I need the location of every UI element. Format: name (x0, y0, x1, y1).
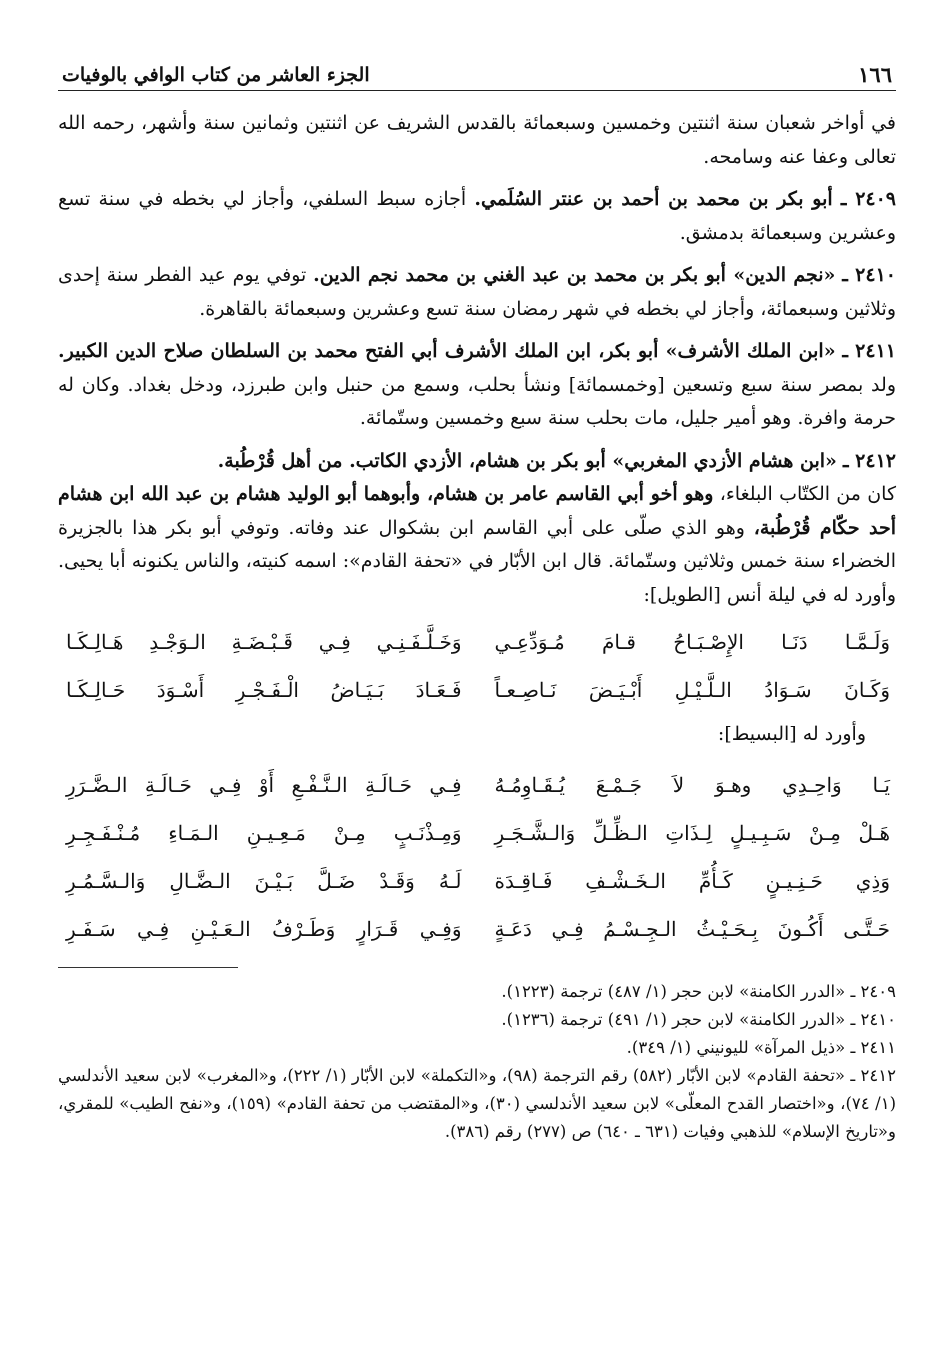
running-header (58, 56, 896, 91)
verse-first-hemistich: وَلَـمَّـا دَنَـا الإِصْـبَـاحُ قـامَ مُـوَدِّعِـي (494, 630, 890, 654)
entry-text: توفي يوم عيد الفطر سنة إحدى وثلاثين وسبعمائة، وأجاز لي بخطه في شهر رمضان سنة تسع وعشرين وسبعمائة بالقاهرة. (58, 264, 896, 320)
entry-2411 (58, 335, 896, 436)
poem-intro: وأورد له [البسيط]: (717, 723, 866, 745)
verse-first-hemistich: يَـا وَاحِـدِي وهـوَ لاَ جَـمْـعَ يُـقَـاوِمُـهُ (494, 772, 890, 797)
entry-name: أبو بكر بن محمد بن أحمد بن عنتر السُلَمي. (474, 188, 833, 210)
entry-number: ٢٤٠٩ ـ (840, 188, 897, 210)
main-text (58, 107, 896, 953)
footnote: ٢٤١٢ ـ «تحفة القادم» لابن الأبّار (٥٨٢) رقم الترجمة (٩٨)، و«التكملة» لابن الأبّار (١/ ٢٢٢)، و«المغرب» لابن سعيد الأندلسي (١/ ٧٤)، و«اختصار القدح المعلّى» لابن سعيد الأندلسي (٣٠)، و«المقتضب من تحفة القادم» (١٥٩)، و«نفح الطيب» للمقري، و«تاريخ الإسلام» للذهبي وفيات (٦٣١ ـ ٦٤٠) ص (٢٧٧) رقم (٣٨٦). (58, 1065, 896, 1141)
entry-text: ولد بمصر سنة سبع وتسعين [وخمسمائة] ونشأ بحلب، وسمع من حنبل وابن طبرزد، ودخل بغداد. وكان له حرمة وافرة. وهو أمير جليل، مات بحلب سنة سبع وخمسين وستّمائة. (58, 373, 896, 429)
verse-second-hemistich: وَفِـي قَـرَارٍ وَطَـرْفُ الـعَـيْـنِ فِـي سَـفَـرِ (66, 916, 462, 941)
poem-verse (58, 618, 896, 666)
entry-2409 (58, 183, 896, 250)
entry-number: ٢٤١٢ ـ (842, 449, 896, 472)
verse-first-hemistich: هَـلْ مِـنْ سَـبِـيـلٍ لِـذَاتِ الـظِّـلِّ وَالـشَّـجَـرِ (494, 820, 890, 845)
page-number: ١٦٦ (858, 62, 892, 87)
verse-second-hemistich: فَـعَـادَ بَـيَـاضُ الْـفَـجْـرِ أَسْـوَدَ حَـالِـكَـا (66, 678, 462, 702)
verse-second-hemistich: لَـهُ وَقَـدْ ضَـلَّ بَـيْـنَ الـضَّـالِ وَالـسَّـمُـرِ (66, 868, 462, 893)
book-page (58, 56, 896, 1346)
poem-verse (58, 857, 896, 905)
verse-first-hemistich: حَـتَّـى أَكُـونَ بِـحَـيْـثُ الـجِـسْـمُ فِـي دَعَـةٍ (494, 916, 890, 941)
entry-name: «نجم الدين» أبو بكر بن محمد بن عبد الغني بن محمد نجم الدين. (313, 264, 836, 286)
entry-text: وهو الذي صلّى على أبي القاسم ابن بشكوال عند وفاته. وتوفي أبو بكر هذا بالجزيرة الخضراء سنة خمس وثلاثين وستّمائة. قال ابن الأبّار في «تحفة القادم»: اسمه كنيته، والناس يكنونه أبا يحيى. وأورد له في ليلة أنس [الطويل]: (58, 516, 896, 606)
verse-second-hemistich: وَمِـذْنَـبٍ مِـنْ مَـعِـيـنِ الـمَـاءِ مُـنْـفَـجِـرِ (66, 820, 462, 845)
entry-number: ٢٤١١ ـ (842, 340, 896, 362)
entry-bold-text: وهو أخو أبي القاسم عامر بن هشام، وأبوهما أبو الوليد هشام بن عبد الله ابن هشام أحد حكّام قُرْطُبة، (58, 483, 896, 539)
footnote: ٢٤٠٩ ـ «الدرر الكامنة» لابن حجر (١/ ٤٨٧) ترجمة (١٢٢٣). (501, 981, 896, 1001)
footnote-divider (58, 967, 238, 968)
entry-text: أجازه سبط السلفي، وأجاز لي بخطه في سنة تسع وعشرين وسبعمائة بدمشق. (58, 188, 896, 244)
poem-basit (58, 761, 896, 953)
entry-2410 (58, 259, 896, 326)
footnote: ٢٤١٠ ـ «الدرر الكامنة» لابن حجر (١/ ٤٩١) ترجمة (١٢٣٦). (501, 1009, 896, 1029)
entry-2412 (58, 445, 896, 613)
intro-text: في أواخر شعبان سنة اثنتين وخمسين وسبعمائة بالقدس الشريف عن اثنتين وثمانين سنة وأشهر، رحمه الله تعالى وعفا عنه وسامحه. (58, 112, 896, 168)
poem-tawil (58, 618, 896, 714)
verse-first-hemistich: وَكَـانَ سَـوَادُ الـلَّـيْـلِ أَبْـيَـضَ نَـاصِـعـاً (494, 678, 890, 702)
entry-text: كان من الكتّاب البلغاء، (719, 483, 896, 505)
poem-verse (58, 761, 896, 809)
running-title: الجزء العاشر من كتاب الوافي بالوفيات (62, 64, 370, 86)
intro-paragraph (58, 107, 896, 174)
verse-second-hemistich: فِـي حَـالَـةِ الـنَّـفْـعِ أَوْ فِـي حَـالَـةِ الـضَّـرَرِ (66, 772, 462, 797)
footnote: ٢٤١١ ـ «ذيل المرآة» لليونيني (١/ ٣٤٩). (626, 1037, 896, 1057)
poem-verse (58, 666, 896, 714)
entry-name: «ابن هشام الأزدي المغربي» أبو بكر بن هشام، الأزدي الكاتب. من أهل قُرْطُبة. (217, 449, 837, 472)
poem-verse (58, 905, 896, 953)
entry-number: ٢٤١٠ ـ (842, 264, 896, 286)
entry-name: «ابن الملك الأشرف» أبو بكر، ابن الملك الأشرف أبي الفتح محمد بن السلطان صلاح الدين الكبير. (58, 340, 836, 362)
poem-verse (58, 809, 896, 857)
verse-first-hemistich: وَذِي حَـنِـيـنٍ كَـأُمِّ الـخَـشْـفِ فَـاقِـدَة (494, 868, 890, 893)
verse-second-hemistich: وَخَـلَّـفَـنِـي فِـي قَـبْـضَـةِ الـوَجْـدِ هَـالِـكَـا (66, 630, 462, 654)
footnotes (58, 978, 896, 1146)
